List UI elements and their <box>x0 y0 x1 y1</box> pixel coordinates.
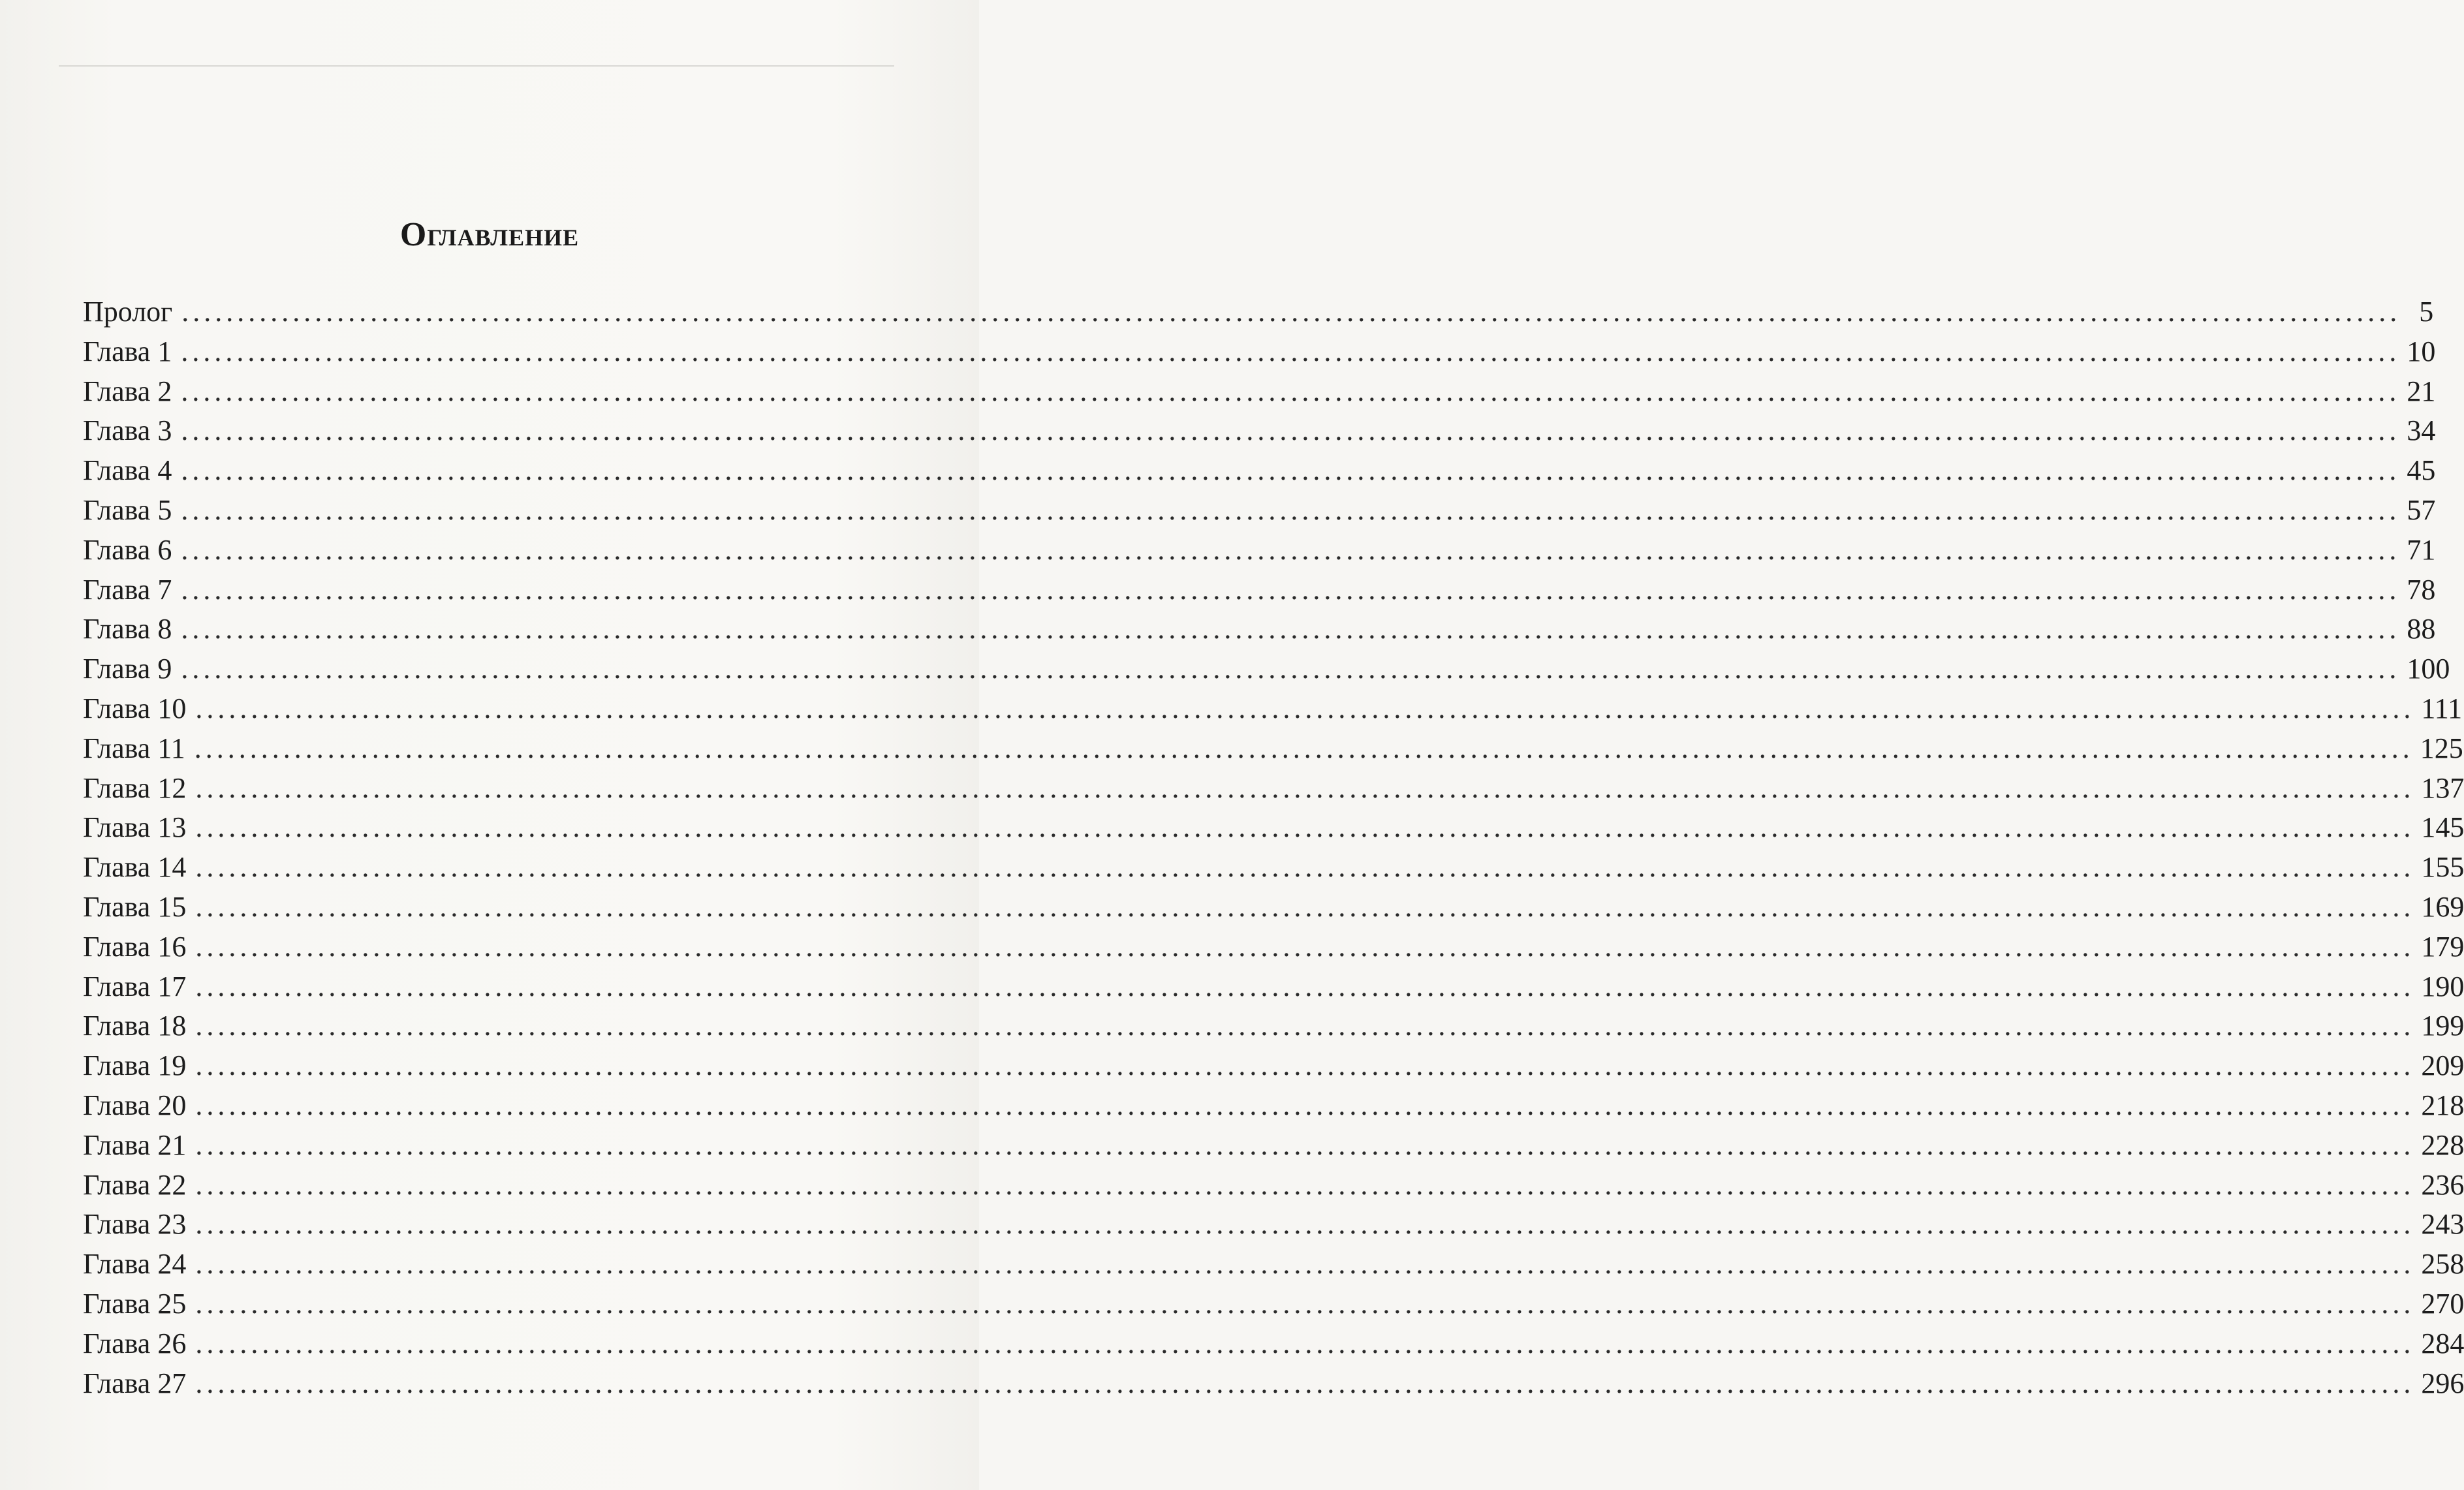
toc-entry-label: Глава 3 <box>83 414 172 447</box>
toc-entry-page-number: 270 <box>2421 1287 2464 1320</box>
toc-entry-page-number: 100 <box>2407 653 2450 685</box>
toc-entry <box>83 491 2436 531</box>
toc-entry-label: Глава 6 <box>83 533 172 566</box>
toc-entry-label: Глава 4 <box>83 454 172 487</box>
dot-leader: ........................................................................................................................................................................................................ <box>195 1248 2415 1280</box>
toc-entry <box>83 689 2463 729</box>
toc-entry-page-number: 78 <box>2407 573 2436 606</box>
toc-entry-page-number: 169 <box>2421 890 2464 923</box>
dot-leader: ........................................................................................................................................................................................................ <box>181 493 2401 526</box>
dot-leader: ........................................................................................................................................................................................................ <box>195 1049 2415 1082</box>
toc-entry-label: Глава 14 <box>83 851 187 884</box>
dot-leader: ........................................................................................................................................................................................................ <box>195 771 2415 804</box>
dot-leader: ........................................................................................................................................................................................................ <box>194 732 2414 764</box>
toc-entry <box>83 1364 2464 1404</box>
toc-entry-label: Глава 10 <box>83 692 187 724</box>
header-rule <box>59 65 894 67</box>
toc-entry-label: Глава 2 <box>83 375 172 407</box>
toc-entry <box>83 649 2450 689</box>
toc-entry <box>83 808 2464 848</box>
toc-entry <box>83 1126 2464 1166</box>
toc-entry-page-number: 111 <box>2421 692 2463 724</box>
toc-entry-page-number: 5 <box>2419 296 2434 328</box>
toc-entry-page-number: 21 <box>2407 375 2436 407</box>
toc-entry-label: Глава 9 <box>83 653 172 685</box>
toc-entry-page-number: 125 <box>2420 732 2463 764</box>
toc-entry-label: Глава 19 <box>83 1049 187 1082</box>
toc-entry <box>83 570 2436 610</box>
toc-entry <box>83 451 2436 491</box>
toc-entry-page-number: 284 <box>2421 1327 2464 1359</box>
toc-entry <box>83 888 2464 927</box>
toc-entry-label: Глава 15 <box>83 890 187 923</box>
toc-entry-label: Глава 5 <box>83 493 172 526</box>
dot-leader: ........................................................................................................................................................................................................ <box>195 1327 2415 1359</box>
dot-leader: ........................................................................................................................................................................................................ <box>195 930 2415 963</box>
dot-leader: ........................................................................................................................................................................................................ <box>181 296 2401 328</box>
toc-entry-label: Глава 22 <box>83 1168 187 1201</box>
dot-leader: ........................................................................................................................................................................................................ <box>181 414 2401 447</box>
toc-entry-label: Глава 8 <box>83 613 172 645</box>
dot-leader: ........................................................................................................................................................................................................ <box>195 811 2415 844</box>
dot-leader: ........................................................................................................................................................................................................ <box>195 970 2415 1002</box>
toc-entry <box>83 1284 2464 1324</box>
toc-entry-label: Глава 23 <box>83 1208 187 1241</box>
dot-leader: ........................................................................................................................................................................................................ <box>181 573 2401 606</box>
toc-entry-page-number: 57 <box>2407 493 2436 526</box>
toc-entry-label: Пролог <box>83 296 173 328</box>
dot-leader: ........................................................................................................................................................................................................ <box>181 653 2401 685</box>
toc-entry <box>83 411 2436 451</box>
toc-entry-page-number: 243 <box>2421 1208 2464 1241</box>
dot-leader: ........................................................................................................................................................................................................ <box>195 1168 2415 1201</box>
toc-entry-page-number: 88 <box>2407 613 2436 645</box>
toc-entry-label: Глава 20 <box>83 1089 187 1121</box>
toc-entry <box>83 927 2464 967</box>
toc-entry <box>83 1006 2464 1046</box>
toc-entry <box>83 1086 2464 1126</box>
dot-leader: ........................................................................................................................................................................................................ <box>195 1089 2415 1121</box>
toc-entry-page-number: 199 <box>2421 1010 2464 1042</box>
dot-leader: ........................................................................................................................................................................................................ <box>195 1128 2415 1161</box>
toc-entry-page-number: 145 <box>2421 811 2464 844</box>
dot-leader: ........................................................................................................................................................................................................ <box>195 890 2415 923</box>
toc-entry <box>83 967 2464 1007</box>
dot-leader: ........................................................................................................................................................................................................ <box>181 454 2401 487</box>
dot-leader: ........................................................................................................................................................................................................ <box>195 1208 2415 1241</box>
toc-entry <box>83 292 2434 332</box>
toc-entry-label: Глава 24 <box>83 1248 187 1280</box>
dot-leader: ........................................................................................................................................................................................................ <box>181 375 2401 407</box>
toc-entry-label: Глава 16 <box>83 930 187 963</box>
toc-entry-label: Глава 7 <box>83 573 172 606</box>
dot-leader: ........................................................................................................................................................................................................ <box>181 335 2401 367</box>
toc-entry-label: Глава 13 <box>83 811 187 844</box>
toc-entry-label: Глава 18 <box>83 1010 187 1042</box>
table-of-contents <box>83 292 2464 1403</box>
toc-entry <box>83 848 2464 888</box>
toc-entry-label: Глава 26 <box>83 1327 187 1359</box>
toc-entry <box>83 1245 2464 1284</box>
toc-entry <box>83 531 2436 570</box>
toc-entry-page-number: 45 <box>2407 454 2436 487</box>
toc-entry-page-number: 190 <box>2421 970 2464 1002</box>
dot-leader: ........................................................................................................................................................................................................ <box>195 1287 2415 1320</box>
dot-leader: ........................................................................................................................................................................................................ <box>195 1010 2415 1042</box>
toc-entry <box>83 610 2436 649</box>
dot-leader: ........................................................................................................................................................................................................ <box>195 692 2415 724</box>
toc-entry-label: Глава 21 <box>83 1128 187 1161</box>
toc-entry-page-number: 71 <box>2407 533 2436 566</box>
toc-entry <box>83 1046 2464 1086</box>
dot-leader: ........................................................................................................................................................................................................ <box>181 533 2401 566</box>
toc-entry-label: Глава 11 <box>83 732 185 764</box>
toc-entry-label: Глава 25 <box>83 1287 187 1320</box>
toc-entry-page-number: 218 <box>2421 1089 2464 1121</box>
toc-entry-label: Глава 27 <box>83 1367 187 1399</box>
dot-leader: ........................................................................................................................................................................................................ <box>195 851 2415 884</box>
toc-entry <box>83 332 2436 372</box>
toc-entry <box>83 1205 2464 1245</box>
toc-entry-page-number: 10 <box>2407 335 2436 367</box>
toc-entry-page-number: 296 <box>2421 1367 2464 1399</box>
toc-entry-page-number: 155 <box>2421 851 2464 884</box>
toc-entry-page-number: 137 <box>2421 771 2464 804</box>
toc-entry-page-number: 34 <box>2407 414 2436 447</box>
toc-entry-page-number: 228 <box>2421 1128 2464 1161</box>
toc-entry-page-number: 209 <box>2421 1049 2464 1082</box>
toc-entry <box>83 1166 2464 1205</box>
toc-entry-label: Глава 12 <box>83 771 187 804</box>
toc-entry-page-number: 179 <box>2421 930 2464 963</box>
toc-entry <box>83 372 2436 412</box>
toc-entry <box>83 729 2463 769</box>
toc-entry-label: Глава 17 <box>83 970 187 1002</box>
toc-entry-page-number: 236 <box>2421 1168 2464 1201</box>
toc-entry-page-number: 258 <box>2421 1248 2464 1280</box>
toc-entry <box>83 769 2464 809</box>
toc-entry-label: Глава 1 <box>83 335 172 367</box>
page-title: Оглавление <box>399 216 580 253</box>
dot-leader: ........................................................................................................................................................................................................ <box>195 1367 2415 1399</box>
toc-entry <box>83 1324 2464 1364</box>
dot-leader: ........................................................................................................................................................................................................ <box>181 613 2401 645</box>
